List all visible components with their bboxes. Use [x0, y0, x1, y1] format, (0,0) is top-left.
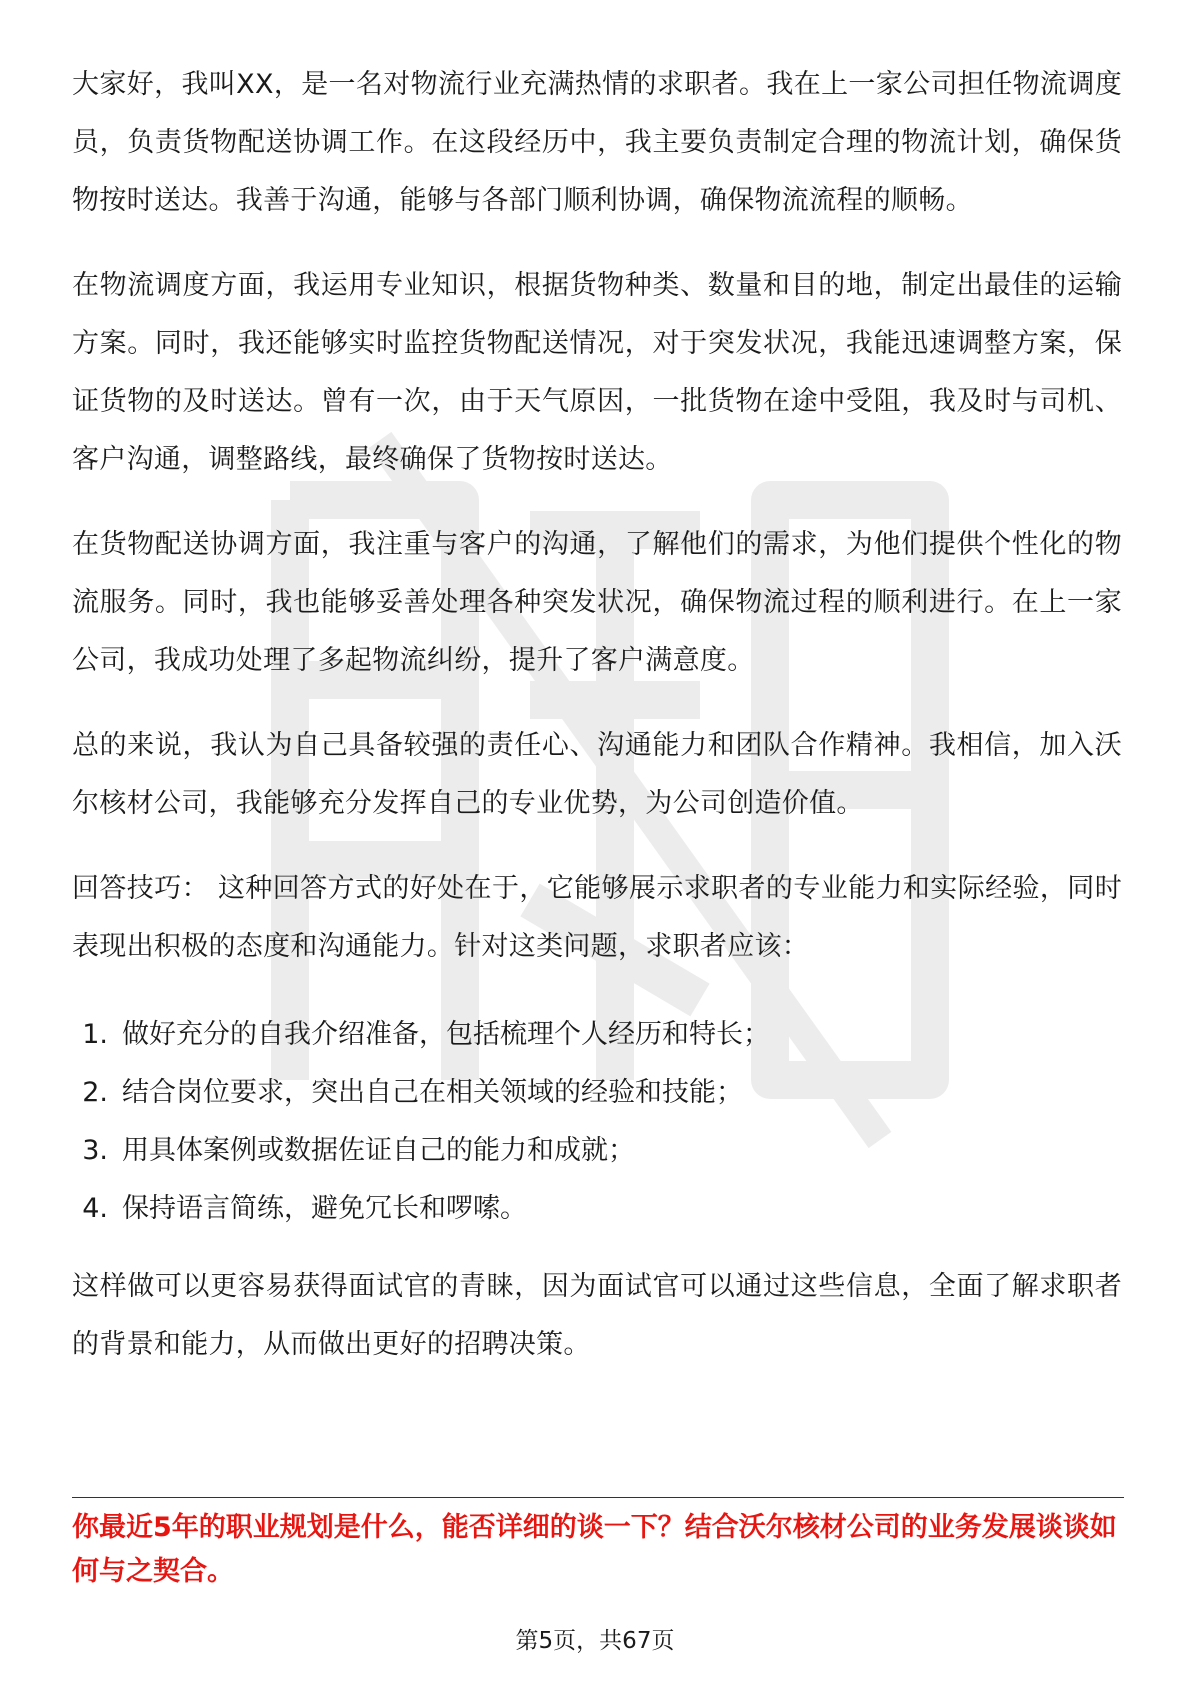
paragraph-summary: 总的来说，我认为自己具备较强的责任心、沟通能力和团队合作精神。我相信，加入沃尔核材公司，我能够充分发挥自己的专业优势，为公司创造价值。 — [72, 730, 1122, 819]
next-question-heading: 你最近5年的职业规划是什么，能否详细的谈一下？结合沃尔核材公司的业务发展谈谈如何与之契合。 — [72, 1512, 1117, 1587]
section-divider — [72, 1497, 1124, 1498]
paragraph-closing: 这样做可以更容易获得面试官的青睐，因为面试官可以通过这些信息，全面了解求职者的背景和能力，从而做出更好的招聘决策。 — [72, 1271, 1122, 1360]
paragraph-intro: 大家好，我叫XX，是一名对物流行业充满热情的求职者。我在上一家公司担任物流调度员，负责货物配送协调工作。在这段经历中，我主要负责制定合理的物流计划，确保货物按时送达。我善于沟通，能够与各部门顺利协调，确保物流流程的顺畅。 — [72, 69, 1122, 216]
list-item — [72, 1180, 1122, 1238]
list-item-number: 4. — [82, 1193, 108, 1224]
list-item — [72, 1064, 1122, 1122]
list-item-text: 用具体案例或数据佐证自己的能力和成就； — [122, 1135, 635, 1166]
paragraph-dispatch: 在物流调度方面，我运用专业知识，根据货物种类、数量和目的地，制定出最佳的运输方案。同时，我还能够实时监控货物配送情况，对于突发状况，我能迅速调整方案，保证货物的及时送达。曾有一次，由于天气原因，一批货物在途中受阻，我及时与司机、客户沟通，调整路线，最终确保了货物按时送达。 — [72, 270, 1122, 475]
document-body — [72, 56, 1122, 1401]
list-item-number: 3. — [82, 1135, 108, 1166]
list-item — [72, 1006, 1122, 1064]
list-item-number: 1. — [82, 1019, 108, 1050]
tips-list — [72, 1006, 1122, 1238]
list-item-number: 2. — [82, 1077, 108, 1108]
paragraph-answer-tips: 回答技巧： 这种回答方式的好处在于，它能够展示求职者的专业能力和实际经验，同时表现出积极的态度和沟通能力。针对这类问题，求职者应该： — [72, 873, 1122, 962]
page-number: 第5页，共67页 — [515, 1628, 675, 1654]
list-item-text: 做好充分的自我介绍准备，包括梳理个人经历和特长； — [122, 1019, 770, 1050]
paragraph-coordination: 在货物配送协调方面，我注重与客户的沟通，了解他们的需求，为他们提供个性化的物流服务。同时，我也能够妥善处理各种突发状况，确保物流过程的顺利进行。在上一家公司，我成功处理了多起物流纠纷，提升了客户满意度。 — [72, 529, 1122, 676]
list-item-text: 结合岗位要求，突出自己在相关领域的经验和技能； — [122, 1077, 743, 1108]
list-item — [72, 1122, 1122, 1180]
list-item-text: 保持语言简练，避免冗长和啰嗦。 — [122, 1193, 527, 1224]
